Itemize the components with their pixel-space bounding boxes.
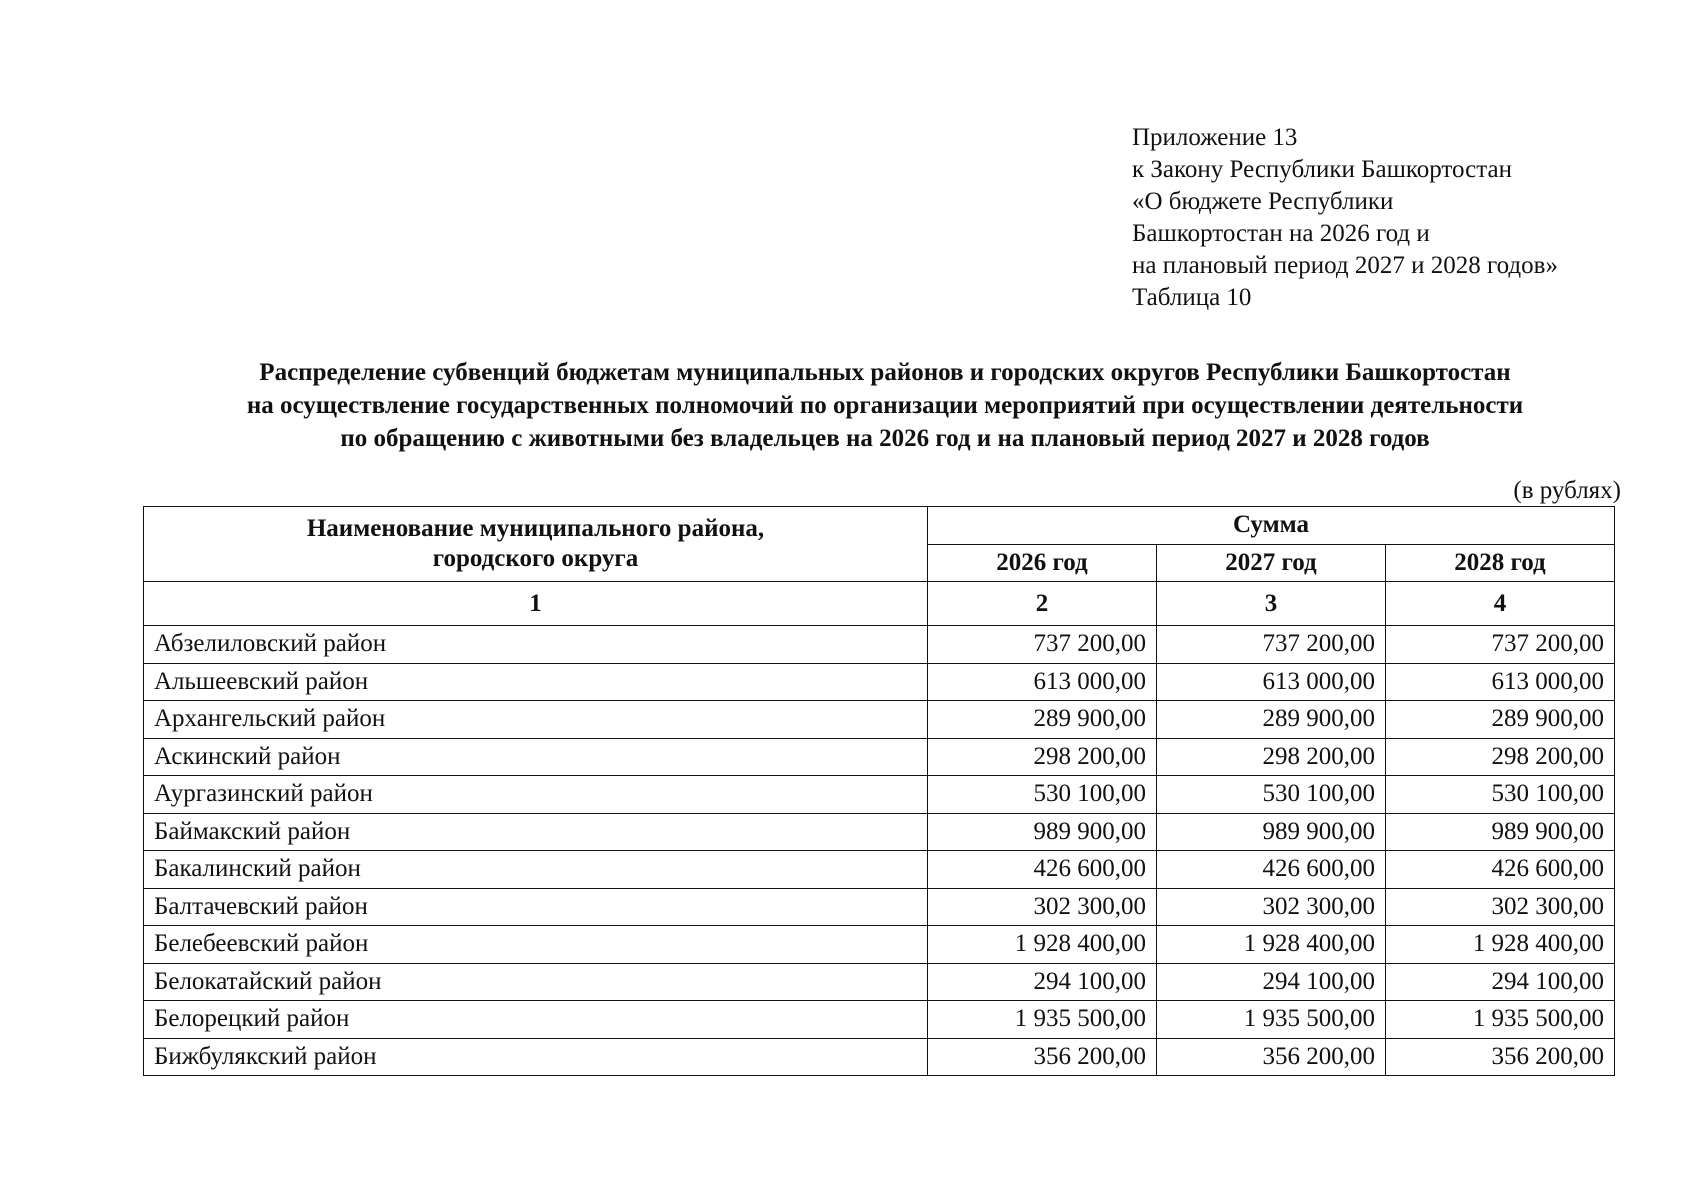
column-number: 4 [1386, 582, 1615, 626]
district-name: Балтачевский район [144, 888, 928, 926]
amount-2027: 356 200,00 [1157, 1038, 1386, 1076]
appendix-line: Башкортостан на 2026 год и [1132, 220, 1430, 247]
title-line: по обращению с животными без владельцев на 2026 год и на плановый период 2027 и 2028 годов [340, 425, 1430, 452]
column-number-row [144, 582, 1615, 626]
sum-column-header: Сумма [928, 507, 1615, 545]
table-row [144, 851, 1615, 889]
amount-2027: 289 900,00 [1157, 701, 1386, 739]
amount-2026: 530 100,00 [928, 776, 1157, 814]
amount-2026: 737 200,00 [928, 626, 1157, 664]
district-name: Аскинский район [144, 738, 928, 776]
table-row [144, 626, 1615, 664]
appendix-line: «О бюджете Республики [1132, 188, 1394, 215]
amount-2027: 1 928 400,00 [1157, 926, 1386, 964]
table-body [144, 582, 1615, 1076]
appendix-block [1132, 122, 1558, 314]
amount-2028: 1 935 500,00 [1386, 1001, 1615, 1039]
table-row [144, 738, 1615, 776]
amount-2026: 298 200,00 [928, 738, 1157, 776]
title-line: на осуществление государственных полномочий по организации мероприятий при осуществлении деятельности [246, 392, 1524, 419]
amount-2026: 426 600,00 [928, 851, 1157, 889]
amount-2028: 737 200,00 [1386, 626, 1615, 664]
amount-2027: 613 000,00 [1157, 663, 1386, 701]
amount-2028: 1 928 400,00 [1386, 926, 1615, 964]
table-row [144, 1038, 1615, 1076]
year-header-2028: 2028 год [1386, 544, 1615, 582]
table-row [144, 888, 1615, 926]
amount-2027: 426 600,00 [1157, 851, 1386, 889]
amount-2027: 1 935 500,00 [1157, 1001, 1386, 1039]
amount-2027: 298 200,00 [1157, 738, 1386, 776]
amount-2028: 989 900,00 [1386, 813, 1615, 851]
amount-2028: 302 300,00 [1386, 888, 1615, 926]
subventions-table [143, 506, 1615, 1076]
year-header-2027: 2027 год [1157, 544, 1386, 582]
name-header-line: городского округа [432, 545, 639, 572]
units-label: (в рублях) [1513, 477, 1621, 504]
column-number: 1 [144, 582, 928, 626]
district-name: Абзелиловский район [144, 626, 928, 664]
amount-2027: 737 200,00 [1157, 626, 1386, 664]
district-name: Баймакский район [144, 813, 928, 851]
district-name: Архангельский район [144, 701, 928, 739]
amount-2028: 289 900,00 [1386, 701, 1615, 739]
appendix-line: к Закону Республики Башкортостан [1132, 156, 1512, 183]
table-row [144, 1001, 1615, 1039]
amount-2028: 530 100,00 [1386, 776, 1615, 814]
column-number: 2 [928, 582, 1157, 626]
amount-2026: 302 300,00 [928, 888, 1157, 926]
district-name: Аургазинский район [144, 776, 928, 814]
amount-2027: 530 100,00 [1157, 776, 1386, 814]
amount-2028: 613 000,00 [1386, 663, 1615, 701]
amount-2028: 298 200,00 [1386, 738, 1615, 776]
amount-2026: 1 928 400,00 [928, 926, 1157, 964]
document-title [140, 356, 1630, 455]
table-row [144, 663, 1615, 701]
year-header-2026: 2026 год [928, 544, 1157, 582]
table-row [144, 776, 1615, 814]
table-row [144, 701, 1615, 739]
name-column-header [144, 507, 928, 582]
district-name: Белорецкий район [144, 1001, 928, 1039]
amount-2026: 356 200,00 [928, 1038, 1157, 1076]
district-name: Альшеевский район [144, 663, 928, 701]
district-name: Бакалинский район [144, 851, 928, 889]
table-row [144, 926, 1615, 964]
appendix-line: на плановый период 2027 и 2028 годов» [1132, 252, 1558, 279]
amount-2026: 989 900,00 [928, 813, 1157, 851]
column-number: 3 [1157, 582, 1386, 626]
amount-2027: 989 900,00 [1157, 813, 1386, 851]
appendix-line: Приложение 13 [1132, 124, 1298, 151]
amount-2027: 294 100,00 [1157, 963, 1386, 1001]
amount-2027: 302 300,00 [1157, 888, 1386, 926]
amount-2026: 1 935 500,00 [928, 1001, 1157, 1039]
table-row [144, 963, 1615, 1001]
amount-2026: 613 000,00 [928, 663, 1157, 701]
district-name: Бижбулякский район [144, 1038, 928, 1076]
district-name: Белокатайский район [144, 963, 928, 1001]
district-name: Белебеевский район [144, 926, 928, 964]
amount-2028: 356 200,00 [1386, 1038, 1615, 1076]
amount-2028: 294 100,00 [1386, 963, 1615, 1001]
appendix-table-number: Таблица 10 [1132, 284, 1252, 311]
amount-2026: 294 100,00 [928, 963, 1157, 1001]
amount-2028: 426 600,00 [1386, 851, 1615, 889]
title-line: Распределение субвенций бюджетам муниципальных районов и городских округов Республики Башкортостан [259, 359, 1511, 386]
table-row [144, 813, 1615, 851]
name-header-line: Наименование муниципального района, [306, 515, 765, 542]
amount-2026: 289 900,00 [928, 701, 1157, 739]
